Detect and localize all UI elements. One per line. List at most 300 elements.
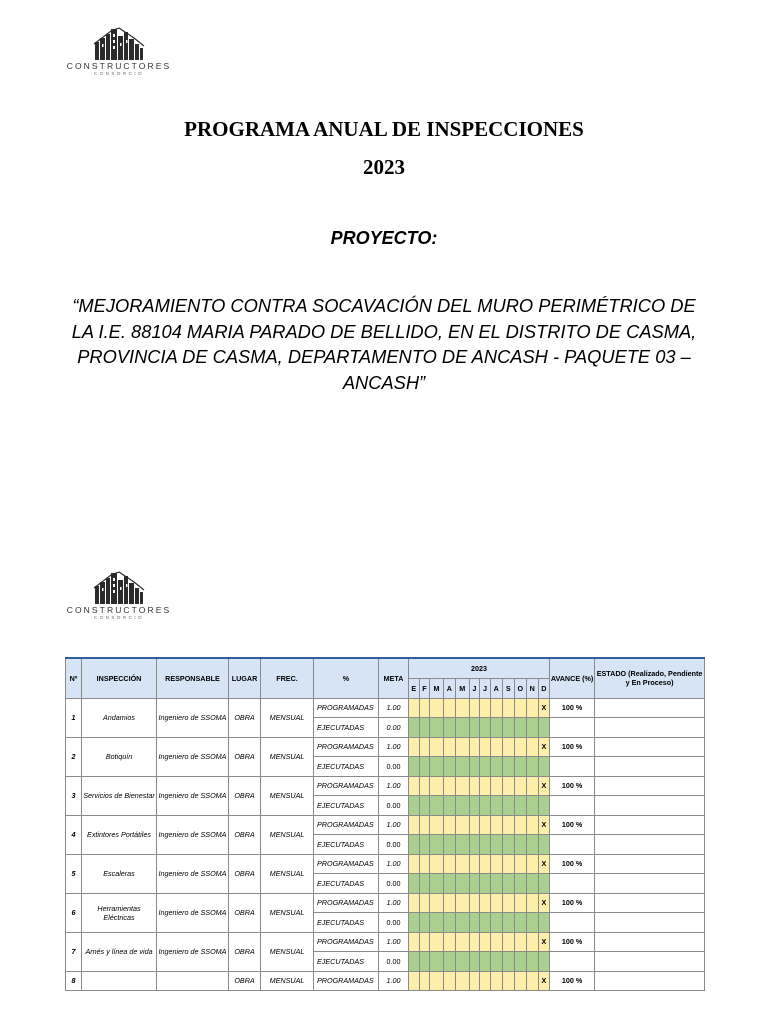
status-cell xyxy=(595,854,705,874)
month-cell xyxy=(455,718,469,738)
responsible: Ingeniero de SSOMA xyxy=(157,776,229,815)
responsible: Ingeniero de SSOMA xyxy=(157,854,229,893)
month-cell xyxy=(480,737,491,757)
responsible: Ingeniero de SSOMA xyxy=(157,815,229,854)
programmed-goal: 1.00 xyxy=(379,971,409,991)
month-cell xyxy=(455,815,469,835)
month-header: E xyxy=(409,678,420,698)
programmed-goal: 1.00 xyxy=(379,737,409,757)
row-number: 6 xyxy=(66,893,82,932)
month-cell xyxy=(443,971,455,991)
place: OBRA xyxy=(229,737,261,776)
month-cell xyxy=(526,757,538,777)
inspection-name: Arnés y línea de vida xyxy=(82,932,157,971)
inspection-name: Botiquín xyxy=(82,737,157,776)
month-cell xyxy=(409,971,420,991)
progress-cell xyxy=(550,718,595,738)
month-cell xyxy=(490,776,502,796)
month-cell xyxy=(443,893,455,913)
month-cell xyxy=(514,893,526,913)
month-cell xyxy=(443,874,455,894)
month-cell xyxy=(514,698,526,718)
month-cell xyxy=(514,776,526,796)
month-cell xyxy=(480,952,491,972)
company-tagline-secondary: CONSORCIO xyxy=(93,615,145,620)
month-header: A xyxy=(443,678,455,698)
month-cell xyxy=(502,815,514,835)
month-cell xyxy=(526,913,538,933)
month-cell xyxy=(538,796,549,816)
status-cell xyxy=(595,952,705,972)
frequency: MENSUAL xyxy=(261,815,314,854)
inspection-name: Extintores Portátiles xyxy=(82,815,157,854)
month-cell xyxy=(455,971,469,991)
month-cell xyxy=(502,718,514,738)
month-cell xyxy=(443,854,455,874)
month-cell xyxy=(469,893,480,913)
project-label: PROYECTO: xyxy=(330,228,438,248)
progress-value: 100 % xyxy=(550,893,595,913)
month-header: O xyxy=(514,678,526,698)
month-cell xyxy=(419,776,430,796)
month-cell xyxy=(526,698,538,718)
month-cell xyxy=(526,815,538,835)
month-header: M xyxy=(455,678,469,698)
month-cell xyxy=(455,796,469,816)
month-cell xyxy=(443,952,455,972)
table-row xyxy=(66,698,705,718)
month-cell xyxy=(469,932,480,952)
month-cell xyxy=(526,835,538,855)
programmed-label: PROGRAMADAS xyxy=(314,776,379,796)
month-cell xyxy=(469,854,480,874)
inspection-name xyxy=(82,971,157,991)
month-cell xyxy=(480,874,491,894)
month-cell xyxy=(469,718,480,738)
table-row xyxy=(66,737,705,757)
row-number: 8 xyxy=(66,971,82,991)
document-year: 2023 xyxy=(363,155,405,179)
month-header: J xyxy=(469,678,480,698)
programmed-label: PROGRAMADAS xyxy=(314,815,379,835)
month-cell xyxy=(455,835,469,855)
month-cell xyxy=(514,854,526,874)
progress-value: 100 % xyxy=(550,776,595,796)
frequency: MENSUAL xyxy=(261,698,314,737)
programmed-goal: 1.00 xyxy=(379,698,409,718)
place: OBRA xyxy=(229,932,261,971)
progress-value: 100 % xyxy=(550,971,595,991)
month-cell xyxy=(455,698,469,718)
month-cell xyxy=(455,932,469,952)
month-cell xyxy=(409,874,420,894)
month-cell xyxy=(502,776,514,796)
executed-goal: 0.00 xyxy=(379,913,409,933)
month-cell xyxy=(480,913,491,933)
status-cell xyxy=(595,737,705,757)
month-cell xyxy=(443,776,455,796)
executed-label: EJECUTADAS xyxy=(314,757,379,777)
company-logo xyxy=(66,26,172,82)
month-cell xyxy=(430,932,444,952)
programmed-label: PROGRAMADAS xyxy=(314,971,379,991)
inspection-name: Andamios xyxy=(82,698,157,737)
month-cell xyxy=(490,913,502,933)
place: OBRA xyxy=(229,971,261,991)
month-cell xyxy=(409,893,420,913)
programmed-goal: 1.00 xyxy=(379,854,409,874)
month-cell xyxy=(490,698,502,718)
month-cell xyxy=(490,952,502,972)
month-cell xyxy=(455,776,469,796)
month-cell xyxy=(430,757,444,777)
month-cell xyxy=(443,757,455,777)
table-row xyxy=(66,776,705,796)
month-cell xyxy=(409,698,420,718)
month-cell xyxy=(419,757,430,777)
month-mark: X xyxy=(538,737,549,757)
month-cell xyxy=(443,932,455,952)
executed-label: EJECUTADAS xyxy=(314,796,379,816)
month-cell xyxy=(419,854,430,874)
schedule-body xyxy=(66,698,705,991)
month-mark: X xyxy=(538,854,549,874)
month-cell xyxy=(443,835,455,855)
programmed-label: PROGRAMADAS xyxy=(314,932,379,952)
month-cell xyxy=(409,796,420,816)
progress-cell xyxy=(550,952,595,972)
month-cell xyxy=(514,952,526,972)
company-name: CONSTRUCTORES xyxy=(66,61,172,71)
inspection-name: Herramientas Eléctricas xyxy=(82,893,157,932)
month-mark: X xyxy=(538,815,549,835)
month-cell xyxy=(538,913,549,933)
month-cell xyxy=(443,718,455,738)
place: OBRA xyxy=(229,776,261,815)
programmed-goal: 1.00 xyxy=(379,815,409,835)
month-cell xyxy=(514,796,526,816)
month-cell xyxy=(430,952,444,972)
place: OBRA xyxy=(229,815,261,854)
month-cell xyxy=(443,737,455,757)
month-cell xyxy=(538,757,549,777)
month-cell xyxy=(480,971,491,991)
header-progress: AVANCE (%) xyxy=(550,658,595,698)
month-cell xyxy=(455,737,469,757)
month-cell xyxy=(469,796,480,816)
programmed-label: PROGRAMADAS xyxy=(314,893,379,913)
month-cell xyxy=(490,874,502,894)
month-cell xyxy=(514,718,526,738)
month-cell xyxy=(502,971,514,991)
progress-cell xyxy=(550,874,595,894)
month-cell xyxy=(514,913,526,933)
month-cell xyxy=(538,835,549,855)
status-cell xyxy=(595,776,705,796)
inspection-name: Servicios de Bienestar xyxy=(82,776,157,815)
month-cell xyxy=(419,932,430,952)
month-cell xyxy=(409,737,420,757)
month-cell xyxy=(409,718,420,738)
row-number: 2 xyxy=(66,737,82,776)
month-cell xyxy=(490,796,502,816)
programmed-label: PROGRAMADAS xyxy=(314,737,379,757)
month-mark: X xyxy=(538,971,549,991)
executed-label: EJECUTADAS xyxy=(314,718,379,738)
month-cell xyxy=(430,718,444,738)
month-cell xyxy=(480,893,491,913)
month-cell xyxy=(480,757,491,777)
table-row xyxy=(66,893,705,913)
month-cell xyxy=(419,952,430,972)
month-cell xyxy=(443,796,455,816)
row-number: 5 xyxy=(66,854,82,893)
executed-goal: 0.00 xyxy=(379,835,409,855)
month-mark: X xyxy=(538,893,549,913)
frequency: MENSUAL xyxy=(261,776,314,815)
row-number: 3 xyxy=(66,776,82,815)
month-cell xyxy=(502,932,514,952)
month-cell xyxy=(514,835,526,855)
responsible: Ingeniero de SSOMA xyxy=(157,698,229,737)
month-cell xyxy=(430,913,444,933)
month-cell xyxy=(526,952,538,972)
month-cell xyxy=(526,718,538,738)
status-cell xyxy=(595,932,705,952)
month-cell xyxy=(480,835,491,855)
month-cell xyxy=(526,932,538,952)
progress-value: 100 % xyxy=(550,854,595,874)
month-cell xyxy=(514,737,526,757)
executed-label: EJECUTADAS xyxy=(314,952,379,972)
month-cell xyxy=(430,971,444,991)
month-cell xyxy=(419,796,430,816)
month-cell xyxy=(409,757,420,777)
month-cell xyxy=(480,718,491,738)
month-cell xyxy=(469,776,480,796)
responsible: Ingeniero de SSOMA xyxy=(157,893,229,932)
executed-label: EJECUTADAS xyxy=(314,913,379,933)
month-cell xyxy=(502,835,514,855)
progress-cell xyxy=(550,913,595,933)
month-cell xyxy=(469,815,480,835)
month-header: J xyxy=(480,678,491,698)
month-cell xyxy=(419,815,430,835)
inspection-schedule-table xyxy=(65,657,705,991)
table-row xyxy=(66,854,705,874)
month-cell xyxy=(469,952,480,972)
place: OBRA xyxy=(229,854,261,893)
month-cell xyxy=(469,737,480,757)
buildings-logo-icon xyxy=(93,570,145,604)
frequency: MENSUAL xyxy=(261,932,314,971)
status-cell xyxy=(595,815,705,835)
table-row xyxy=(66,932,705,952)
month-mark: X xyxy=(538,776,549,796)
month-cell xyxy=(514,971,526,991)
month-cell xyxy=(430,776,444,796)
month-cell xyxy=(502,854,514,874)
frequency: MENSUAL xyxy=(261,971,314,991)
frequency: MENSUAL xyxy=(261,854,314,893)
month-header: S xyxy=(502,678,514,698)
header-goal: META xyxy=(379,658,409,698)
progress-value: 100 % xyxy=(550,932,595,952)
month-cell xyxy=(455,952,469,972)
progress-cell xyxy=(550,757,595,777)
frequency: MENSUAL xyxy=(261,737,314,776)
header-place: LUGAR xyxy=(229,658,261,698)
header-responsible: RESPONSABLE xyxy=(157,658,229,698)
project-name: “MEJORAMIENTO CONTRA SOCAVACIÓN DEL MURO PERIMÉTRICO DE LA I.E. 88104 MARIA PARADO DE BELLIDO, EN EL DISTRITO DE CASMA, PROVINCIA DE CASMA, DEPARTAMENTO DE ANCASH - PAQUETE 03 – ANCASH” xyxy=(71,295,697,393)
month-cell xyxy=(514,932,526,952)
month-cell xyxy=(455,893,469,913)
month-cell xyxy=(502,757,514,777)
programmed-goal: 1.00 xyxy=(379,932,409,952)
month-header: A xyxy=(490,678,502,698)
month-cell xyxy=(538,952,549,972)
header-inspection: INSPECCIÓN xyxy=(82,658,157,698)
status-cell xyxy=(595,796,705,816)
status-cell xyxy=(595,874,705,894)
progress-value: 100 % xyxy=(550,737,595,757)
month-cell xyxy=(455,757,469,777)
month-cell xyxy=(490,893,502,913)
progress-cell xyxy=(550,835,595,855)
month-cell xyxy=(443,815,455,835)
month-cell xyxy=(526,854,538,874)
executed-goal: 0.00 xyxy=(379,874,409,894)
month-cell xyxy=(480,815,491,835)
month-cell xyxy=(409,815,420,835)
place: OBRA xyxy=(229,698,261,737)
month-mark: X xyxy=(538,698,549,718)
status-cell xyxy=(595,893,705,913)
month-cell xyxy=(409,776,420,796)
executed-goal: 0.00 xyxy=(379,718,409,738)
month-cell xyxy=(502,698,514,718)
status-cell xyxy=(595,971,705,991)
executed-goal: 0.00 xyxy=(379,757,409,777)
executed-goal: 0.00 xyxy=(379,952,409,972)
progress-cell xyxy=(550,796,595,816)
place: OBRA xyxy=(229,893,261,932)
month-cell xyxy=(409,952,420,972)
month-cell xyxy=(469,835,480,855)
month-cell xyxy=(490,835,502,855)
month-cell xyxy=(469,698,480,718)
executed-label: EJECUTADAS xyxy=(314,874,379,894)
month-cell xyxy=(490,971,502,991)
month-cell xyxy=(514,874,526,894)
month-cell xyxy=(480,698,491,718)
month-cell xyxy=(526,874,538,894)
table-row xyxy=(66,815,705,835)
month-cell xyxy=(502,913,514,933)
month-cell xyxy=(419,913,430,933)
responsible: Ingeniero de SSOMA xyxy=(157,932,229,971)
month-mark: X xyxy=(538,932,549,952)
month-cell xyxy=(409,932,420,952)
header-status: ESTADO (Realizado, Pendiente y En Proceso) xyxy=(595,658,705,698)
month-cell xyxy=(490,932,502,952)
month-cell xyxy=(419,971,430,991)
month-cell xyxy=(430,737,444,757)
month-cell xyxy=(490,737,502,757)
month-cell xyxy=(419,718,430,738)
month-cell xyxy=(526,971,538,991)
company-logo-secondary xyxy=(66,570,172,626)
month-header: F xyxy=(419,678,430,698)
month-cell xyxy=(419,698,430,718)
month-cell xyxy=(526,737,538,757)
month-cell xyxy=(502,796,514,816)
status-cell xyxy=(595,835,705,855)
header-num: Nº xyxy=(66,658,82,698)
document-title: PROGRAMA ANUAL DE INSPECCIONES xyxy=(184,117,584,141)
month-cell xyxy=(430,815,444,835)
month-cell xyxy=(430,835,444,855)
month-cell xyxy=(469,971,480,991)
month-cell xyxy=(480,796,491,816)
month-cell xyxy=(469,874,480,894)
company-tagline: CONSORCIO xyxy=(93,71,145,76)
month-cell xyxy=(430,874,444,894)
month-cell xyxy=(430,854,444,874)
month-cell xyxy=(480,776,491,796)
month-cell xyxy=(419,737,430,757)
month-cell xyxy=(430,698,444,718)
row-number: 1 xyxy=(66,698,82,737)
programmed-goal: 1.00 xyxy=(379,893,409,913)
responsible xyxy=(157,971,229,991)
month-cell xyxy=(526,893,538,913)
status-cell xyxy=(595,757,705,777)
month-cell xyxy=(490,854,502,874)
executed-label: EJECUTADAS xyxy=(314,835,379,855)
header-year: 2023 xyxy=(409,658,550,678)
month-cell xyxy=(409,835,420,855)
month-header: N xyxy=(526,678,538,698)
month-cell xyxy=(469,757,480,777)
month-cell xyxy=(526,776,538,796)
month-cell xyxy=(419,893,430,913)
programmed-label: PROGRAMADAS xyxy=(314,854,379,874)
progress-value: 100 % xyxy=(550,698,595,718)
company-name-secondary: CONSTRUCTORES xyxy=(66,605,172,615)
month-cell xyxy=(502,952,514,972)
month-cell xyxy=(469,913,480,933)
month-cell xyxy=(409,854,420,874)
month-cell xyxy=(480,854,491,874)
status-cell xyxy=(595,718,705,738)
month-cell xyxy=(490,718,502,738)
month-cell xyxy=(490,815,502,835)
month-cell xyxy=(514,815,526,835)
month-cell xyxy=(419,835,430,855)
month-header: M xyxy=(430,678,444,698)
responsible: Ingeniero de SSOMA xyxy=(157,737,229,776)
frequency: MENSUAL xyxy=(261,893,314,932)
buildings-logo-icon xyxy=(93,26,145,60)
inspection-name: Escaleras xyxy=(82,854,157,893)
month-cell xyxy=(443,913,455,933)
month-cell xyxy=(538,718,549,738)
table-row xyxy=(66,971,705,991)
month-cell xyxy=(419,874,430,894)
row-number: 4 xyxy=(66,815,82,854)
header-percent: % xyxy=(314,658,379,698)
